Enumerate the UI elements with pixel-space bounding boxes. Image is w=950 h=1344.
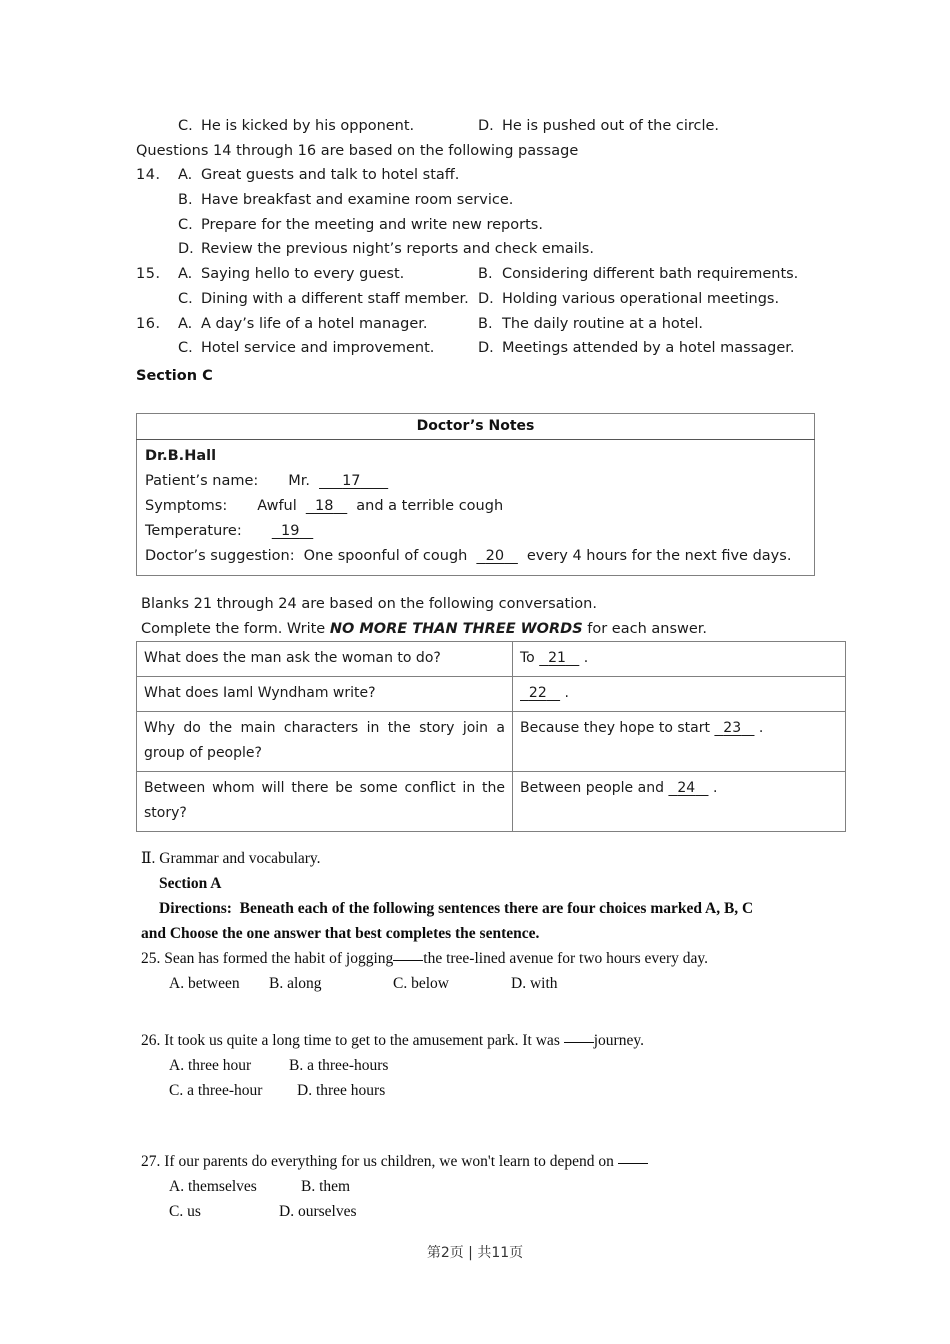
question-27-options-row-1 [141,1174,841,1199]
q27-option-a: A. themselves [169,1178,257,1195]
patient-name-label: Patient’s name: [145,473,259,489]
question-14-option-b-row [136,188,836,213]
q16-option-d-label: D. [478,340,494,357]
form-answer-2 [513,677,846,712]
grammar-section-a-heading: Section A [159,875,222,892]
q14-option-a-label: A. [178,167,193,184]
q14-option-b-label: B. [178,192,193,209]
q14-option-c-text: Prepare for the meeting and write new reports. [201,216,543,233]
grammar-vocabulary-block [141,846,841,1224]
q15-option-c-text: Dining with a different staff member. [201,290,469,307]
patient-name-prefix: Mr. [288,473,311,489]
answer-3-suffix: . [754,720,764,736]
q15-option-b-label: B. [478,266,493,283]
q15-option-c-label: C. [178,290,193,307]
form-answer-3 [513,712,846,772]
table-row [137,772,846,832]
answer-1-suffix: . [579,650,589,666]
question-13-options-row [136,114,836,139]
doctors-notes-header-row [137,414,815,440]
q14-option-a-text: Great guests and talk to hotel staff. [201,167,460,184]
q27-blank [618,1163,648,1164]
grammar-directions-line-1 [141,896,841,921]
question-25-options [141,971,841,996]
answer-blank-24: 24 [677,780,696,796]
q25-option-d: D. with [511,975,558,992]
q14-option-c-label: C. [178,216,193,233]
q13-option-d-label: D. [478,118,494,134]
q16-option-c-text: Hotel service and improvement. [201,340,435,357]
answer-4-prefix: Between people and [520,780,669,796]
question-26-stem [141,1028,841,1053]
grammar-part-heading: Ⅱ. Grammar and vocabulary. [141,850,321,867]
directions-label: Directions: [159,900,232,917]
complete-form-suffix: for each answer. [582,621,708,637]
doctors-notes-table [136,413,815,576]
question-16-row-2 [136,336,836,361]
symptoms-line [145,494,814,519]
section-c-heading: Section C [136,368,213,384]
blanks-intro-line-2 [141,617,707,642]
q25-stem-post: the tree-lined avenue for two hours every day. [423,950,709,967]
form-question-3: Why do the main characters in the story join a group of people? [137,712,513,772]
question-14-number: 14． [136,167,171,184]
complete-form-prefix: Complete the form. Write [141,621,330,637]
q26-stem-post: journey. [593,1032,644,1049]
q16-option-a-text: A day’s life of a hotel manager. [201,315,428,332]
q14-option-d-label: D. [178,241,194,258]
symptoms-blank-18: 18 [314,498,334,514]
table-row [137,642,846,677]
no-more-than-three-words: NO MORE THAN THREE WORDS [329,621,583,637]
passage-intro-line [136,139,836,164]
q25-option-a: A. between [169,975,240,992]
suggestion-label: Doctor’s suggestion: [145,548,295,564]
question-14-option-d-row [136,237,836,262]
form-answer-4 [513,772,846,832]
question-15-row-1 [136,262,836,287]
q27-option-b: B. them [301,1178,351,1195]
patient-name-line [145,469,814,494]
temperature-line [145,519,814,544]
doctors-notes-body [137,440,815,576]
suggestion-suffix: every 4 hours for the next five days. [526,548,792,564]
conversation-form-table [136,641,846,832]
spacer-25-26 [141,996,841,1028]
suggestion-blank-20: 20 [485,548,505,564]
form-question-4: Between whom will there be some conflict in the story? [137,772,513,832]
answer-blank-23: 23 [723,720,742,736]
symptoms-suffix: and a terrible cough [356,498,504,514]
q26-option-d: D. three hours [297,1082,386,1099]
q26-option-c: C. a three-hour [169,1082,263,1099]
table-row [137,712,846,772]
answer-1-prefix: To [520,650,540,666]
spacer-26-27-extra [141,1135,841,1149]
q27-stem-pre: 27. If our parents do everything for us children, we won't learn to depend on [141,1153,618,1170]
form-question-2: What does Iaml Wyndham write? [137,677,513,712]
q15-option-d-label: D. [478,290,494,307]
q13-option-d-text: He is pushed out of the circle. [502,118,720,134]
question-15-number: 15． [136,266,171,283]
q15-option-b-text: Considering different bath requirements. [502,266,799,283]
blanks-intro-block [141,592,707,642]
form-answer-1 [513,642,846,677]
question-15-row-2 [136,287,836,312]
symptoms-prefix: Awful [257,498,297,514]
spacer-26-27 [141,1103,841,1135]
question-26-options-row-1 [141,1053,841,1078]
q27-option-d: D. ourselves [279,1203,357,1220]
doctors-notes-body-row [137,440,815,576]
patient-name-blank-17: 17 [342,473,361,489]
q27-option-c: C. us [169,1203,201,1220]
question-25-stem [141,946,841,971]
question-26-options-row-2 [141,1078,841,1103]
listening-choices-block [136,114,836,361]
question-14-option-a-row [136,163,836,188]
answer-4-suffix: . [708,780,718,796]
q15-option-a-label: A. [178,266,193,283]
q16-option-a-label: A. [178,315,193,332]
q26-stem-pre: 26. It took us quite a long time to get to the amusement park. It was [141,1032,564,1049]
q15-option-a-text: Saying hello to every guest. [201,266,405,283]
temperature-label: Temperature: [145,523,242,539]
q16-option-d-text: Meetings attended by a hotel massager. [502,340,795,357]
answer-2-suffix: . [560,685,569,701]
suggestion-line [145,544,814,569]
suggestion-prefix: One spoonful of cough [303,548,468,564]
q25-blank [393,960,423,961]
grammar-directions-line-2: and Choose the one answer that best completes the sentence. [141,925,540,942]
question-27-options-row-2 [141,1199,841,1224]
passage-intro-text: Questions 14 through 16 are based on the following passage [136,142,579,159]
temperature-blank-19: 19 [280,523,300,539]
q15-option-d-text: Holding various operational meetings. [502,290,780,307]
question-16-row-1 [136,312,836,337]
form-question-1: What does the man ask the woman to do? [137,642,513,677]
q16-option-c-label: C. [178,340,193,357]
answer-3-prefix: Because they hope to start [520,720,715,736]
q25-stem-pre: 25. Sean has formed the habit of jogging [141,950,394,967]
q25-option-c: C. below [393,975,449,992]
directions-text-1: Beneath each of the following sentences there are four choices marked A, B, C [239,900,754,917]
q26-blank [564,1042,594,1043]
blanks-intro-line-1: Blanks 21 through 24 are based on the following conversation. [141,596,597,612]
question-27-stem [141,1149,841,1174]
q25-option-b: B. along [269,975,322,992]
question-14-option-c-row [136,213,836,238]
page-footer: 第2页 | 共11页 [426,1245,524,1261]
q14-option-d-text: Review the previous night’s reports and check emails. [201,241,594,258]
symptoms-label: Symptoms: [145,498,228,514]
answer-blank-21: 21 [548,650,566,666]
doctor-name: Dr.B.Hall [145,448,217,464]
q26-option-a: A. three hour [169,1057,252,1074]
q13-option-c-text: He is kicked by his opponent. [201,118,415,134]
doctors-notes-title: Doctor’s Notes [137,414,815,440]
answer-blank-22: 22 [528,685,547,701]
q13-option-c-label: C. [178,118,193,134]
q16-option-b-label: B. [478,315,493,332]
q16-option-b-text: The daily routine at a hotel. [502,315,704,332]
q14-option-b-text: Have breakfast and examine room service. [201,192,514,209]
table-row [137,677,846,712]
q26-option-b: B. a three-hours [289,1057,389,1074]
question-16-number: 16． [136,315,171,332]
